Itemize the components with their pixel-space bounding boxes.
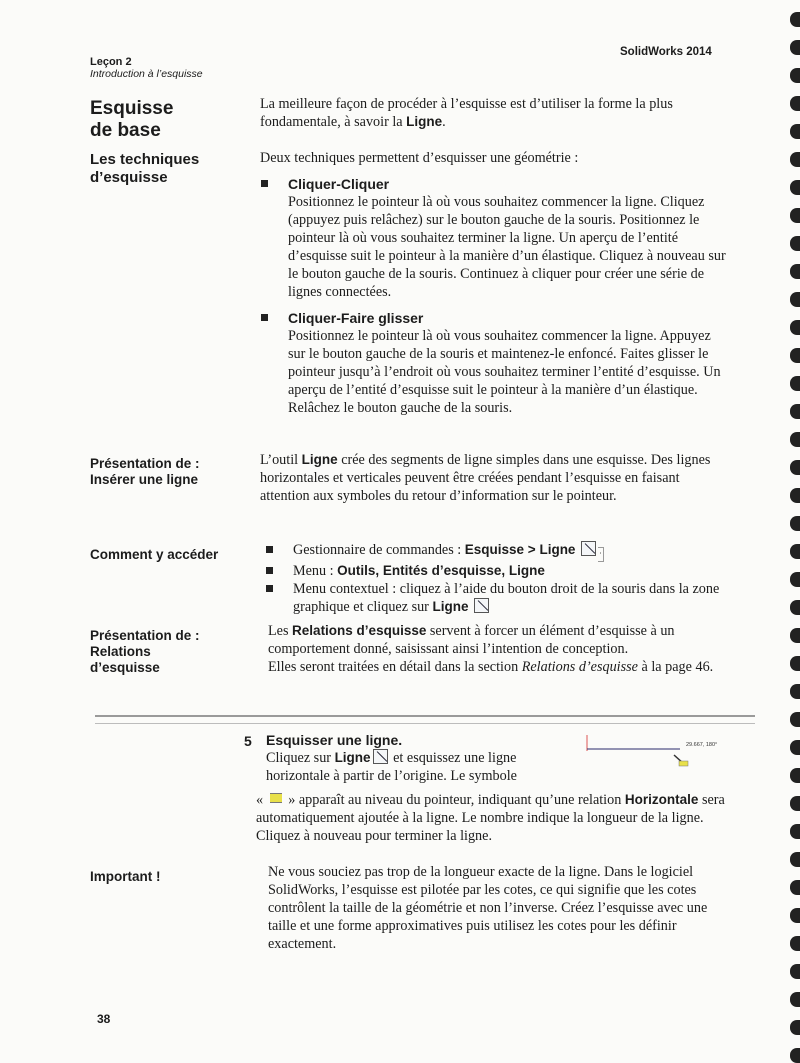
binding-ring [790, 236, 800, 251]
binding-ring [790, 628, 800, 643]
binding-ring [790, 68, 800, 83]
access-item-command-manager [265, 541, 730, 562]
text: La meilleure façon de procéder à l’esquisse est d’utiliser la forme la plus fondamentale, à savoir la [260, 96, 673, 130]
binding-ring [790, 460, 800, 475]
techniques-intro: Deux techniques permettent d’esquisser une géométrie : [260, 150, 579, 166]
binding-ring [790, 768, 800, 783]
important-text: Ne vous souciez pas trop de la longueur exacte de la ligne. Dans le logiciel SolidWorks, l’esquisse est pilotée par les cotes, ce qui signifie que les cotes contrôlent la taille de la géométrie et non l’inverse. Créez l’esquisse avec une taille et une forme approximatives puis utilisez les cotes pour les définir exactement. [268, 864, 708, 952]
text: Cliquez sur [266, 750, 335, 766]
bold-term: Ligne [432, 599, 469, 614]
binding-ring [790, 600, 800, 615]
binding-ring [790, 124, 800, 139]
binding-ring [790, 264, 800, 279]
bold-term: Relations d’esquisse [292, 623, 427, 638]
bullet-title: Cliquer-Faire glisser [288, 310, 424, 326]
binding-ring [790, 292, 800, 307]
acceder-list [265, 541, 730, 616]
bullet-square-icon [261, 314, 268, 321]
section-title-important: Important ! [90, 869, 161, 884]
text: Gestionnaire de commandes : [293, 542, 465, 558]
title-line: Esquisse [90, 98, 174, 119]
text: Elles seront traitées en détail dans la section [268, 659, 522, 675]
line-tool-icon [474, 598, 489, 613]
text: à la page 46. [637, 659, 714, 675]
bullet-square-icon [266, 585, 273, 592]
section-title-techniques [90, 151, 250, 187]
binding-ring [790, 740, 800, 755]
binding-ring [790, 852, 800, 867]
binding-ring [790, 208, 800, 223]
step5-text-part1 [266, 749, 566, 785]
bold-term: Outils, Entités d’esquisse, Ligne [337, 563, 545, 578]
binding-ring [790, 96, 800, 111]
lesson-label: Leçon 2 [90, 56, 132, 68]
horizontal-symbol-icon [679, 761, 688, 766]
binding-ring [790, 796, 800, 811]
esquisse-de-base-text [260, 95, 730, 131]
binding-ring [790, 1048, 800, 1063]
horizontal-relation-icon [270, 793, 282, 803]
text: et esquissez une ligne horizontale à partir de l’origine. Le symbole [266, 750, 517, 784]
section-title-relations [90, 628, 250, 676]
line-tool-icon [373, 749, 388, 764]
binding-ring [790, 180, 800, 195]
relations-reference [268, 658, 730, 676]
page-number: 38 [97, 1012, 111, 1026]
bullet-square-icon [266, 567, 273, 574]
section-title-inserer-ligne [90, 456, 250, 488]
length-readout: 29.667, 180° [686, 742, 718, 748]
step-title: Esquisser une ligne. [266, 732, 403, 748]
text: servent à forcer un élément d’esquisse à un comportement donné, saisissant ainsi l’intention de conception. [268, 623, 675, 657]
step5-intro [266, 731, 566, 785]
title-line: Présentation de : [90, 628, 200, 643]
binding-ring [790, 348, 800, 363]
binding-ring [790, 908, 800, 923]
bold-term: Ligne [301, 452, 338, 467]
title-line: Présentation de : [90, 456, 200, 471]
text: « [256, 792, 267, 808]
step5-text-part2 [256, 791, 730, 845]
binding-ring [790, 572, 800, 587]
bold-term: Esquisse > Ligne [464, 542, 576, 557]
bullet-cliquer-faire-glisser [260, 309, 730, 417]
lesson-subtitle: Introduction à l’esquisse [90, 68, 203, 80]
binding-ring [790, 320, 800, 335]
text: sera automatiquement ajoutée à la ligne. Le nombre indique la longueur de la ligne. Cliquez à nouveau pour terminer la ligne. [256, 792, 725, 844]
binding-ring [790, 964, 800, 979]
text: Les [268, 623, 293, 639]
binding-ring [790, 40, 800, 55]
binding-ring [790, 712, 800, 727]
text: Menu : [293, 563, 338, 579]
title-line: d’esquisse [90, 169, 168, 186]
binding-ring [790, 404, 800, 419]
line-preview-svg [580, 733, 720, 769]
line-preview-figure [580, 733, 720, 769]
binding-ring [790, 376, 800, 391]
binding-ring [790, 432, 800, 447]
title-line: Relations [90, 644, 151, 659]
binding-ring [790, 152, 800, 167]
binding-ring [790, 516, 800, 531]
binding-ring [790, 880, 800, 895]
cross-reference: Relations d’esquisse [521, 659, 638, 675]
dropdown-arrow-icon: · [598, 547, 604, 562]
bold-term: Ligne [334, 750, 371, 765]
bullet-square-icon [261, 180, 268, 187]
access-item-menu [265, 562, 730, 580]
binding-ring [790, 1020, 800, 1035]
techniques-body [260, 149, 730, 417]
bullet-cliquer-cliquer [260, 175, 730, 301]
bold-term: Ligne [406, 114, 443, 129]
binding-ring [790, 684, 800, 699]
binding-ring [790, 992, 800, 1007]
bullet-text: Positionnez le pointeur là où vous souhaitez commencer la ligne. Appuyez sur le bouton gauche de la souris et maintenez-le enfoncé. Faites glisser le pointeur jusqu’à l’endroit où vous souhaitez terminer l’entité d’esquisse. Un aperçu de l’entité d’esquisse suit le pointeur à la manière d’un élastique. Relâchez le bouton gauche de la souris. [288, 328, 721, 416]
text: » apparaît au niveau du pointeur, indiquant qu’une relation [284, 792, 625, 808]
bullet-text: Positionnez le pointeur là où vous souhaitez commencer la ligne. Cliquez (appuyez puis relâchez) sur le bouton gauche de la souris. Positionnez le pointeur là où vous souhaitez terminer la ligne. Un aperçu de l’entité d’esquisse suit le pointeur à la manière d’un élastique. Cliquez à nouveau sur le bouton gauche de la souris. Continuez à cliquer pour créer une série de lignes connectées. [288, 194, 726, 300]
binding-ring [790, 544, 800, 559]
title-line: de base [90, 120, 161, 141]
title-line: Les techniques [90, 151, 200, 168]
product-title: SolidWorks 2014 [620, 46, 712, 58]
binding-ring [790, 824, 800, 839]
binding-ring [790, 656, 800, 671]
spiral-binding [786, 0, 800, 1063]
relations-text [268, 622, 730, 676]
relations-paragraph [268, 622, 730, 658]
text: Menu contextuel : cliquez à l’aide du bouton droit de la souris dans la zone graphique et cliquez sur [293, 581, 720, 615]
section-divider [95, 715, 755, 724]
binding-ring [790, 936, 800, 951]
binding-ring [790, 488, 800, 503]
text: . [442, 114, 446, 130]
binding-ring [790, 12, 800, 27]
inserer-ligne-text [260, 451, 730, 505]
title-line: Insérer une ligne [90, 472, 199, 487]
text: L’outil [260, 452, 302, 468]
section-title-acceder: Comment y accéder [90, 547, 219, 562]
bullet-square-icon [266, 546, 273, 553]
bold-term: Horizontale [624, 792, 699, 807]
step-number: 5 [244, 733, 252, 749]
line-tool-icon [581, 541, 596, 556]
bullet-title: Cliquer-Cliquer [288, 176, 390, 192]
text: crée des segments de ligne simples dans une esquisse. Des lignes horizontales et verticales peuvent être créées pendant l’esquisse en faisant attention aux symboles du retour d’information sur le pointeur. [260, 452, 711, 504]
section-title-esquisse-de-base [90, 98, 250, 142]
access-item-context-menu [265, 580, 730, 616]
title-line: d’esquisse [90, 660, 160, 675]
lesson-header [90, 56, 203, 80]
